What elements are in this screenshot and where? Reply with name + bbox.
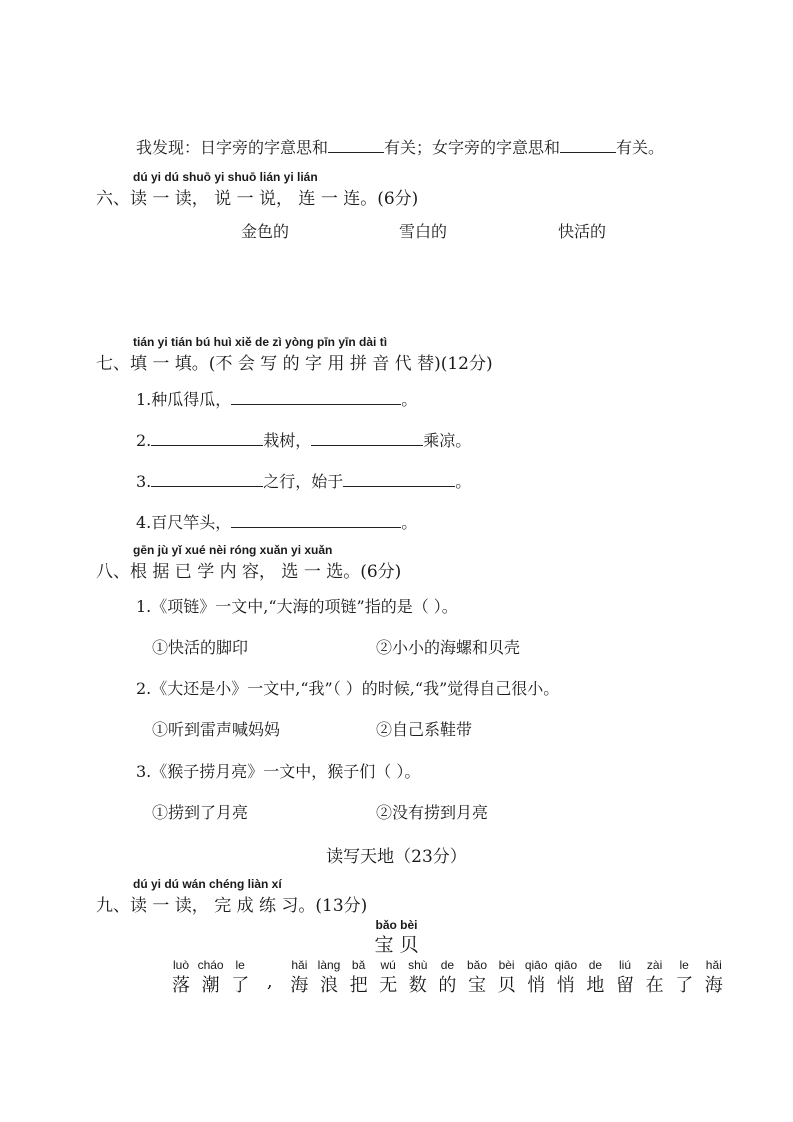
- story-pinyin: luò: [172, 958, 189, 972]
- story-pinyin: de: [440, 958, 455, 972]
- sec7-item-1-blank[interactable]: [231, 390, 401, 405]
- sec8-q3-opt-1[interactable]: ①捞到了月亮: [152, 803, 249, 822]
- discover-text-2: 有关；女字旁的字意思和: [384, 138, 561, 157]
- story-pinyin: liú: [618, 958, 631, 972]
- sec8-q1-opt-2[interactable]: ②小小的海螺和贝壳: [376, 638, 521, 657]
- story-pinyin: hǎi: [291, 958, 308, 972]
- story-char: 了: [675, 975, 694, 996]
- story-char: 在: [645, 975, 664, 996]
- story-pinyin: shù: [408, 958, 428, 972]
- story-char: 地: [586, 975, 605, 996]
- sec7-item-2-num: 2.: [136, 431, 152, 450]
- story-pinyin: le: [679, 958, 689, 972]
- story-pinyin: wú: [380, 958, 396, 972]
- sec7-item-2-blank-2[interactable]: [311, 431, 423, 446]
- sec6-title: 六、读 一 读， 说 一 说， 连 一 连。(6分): [96, 189, 419, 209]
- story-pinyin: hǎi: [705, 958, 722, 972]
- sec7-item-1: [136, 387, 417, 410]
- discover-text-3: 有关。: [616, 138, 665, 157]
- sec8-q2: 2.《大还是小》一文中,“我”（ ）的时候,“我”觉得自己很小。: [136, 679, 560, 698]
- story-char: 贝: [497, 975, 516, 996]
- story-pinyin: zài: [646, 958, 663, 972]
- sec7-item-3-end: 。: [455, 472, 472, 491]
- sec7-item-3-blank-1[interactable]: [151, 472, 263, 487]
- sec9-title: 九、读 一 读， 完 成 练 习。(13分): [96, 896, 368, 916]
- story-pinyin: de: [588, 958, 603, 972]
- story-char: 的: [438, 975, 457, 996]
- story-char: 宝: [468, 975, 486, 996]
- sec6-word-2: 雪白的: [399, 222, 448, 241]
- sec7-item-4-end: 。: [401, 513, 418, 532]
- story-char: 悄: [527, 975, 546, 996]
- sec6-word-3: 快活的: [558, 222, 607, 241]
- sec7-item-3-blank-2[interactable]: [343, 472, 455, 487]
- story-pinyin: qiāo: [524, 958, 548, 972]
- sec7-item-3-mid: 之行，始于: [263, 472, 344, 491]
- story-char: 悄: [556, 975, 575, 996]
- sec8-q3-opt-2[interactable]: ②没有捞到月亮: [376, 803, 489, 822]
- discover-blank-1[interactable]: [328, 138, 384, 153]
- sec8-q3: 3.《猴子捞月亮》一文中，猴子们（ ）。: [136, 762, 421, 781]
- story-char: 了: [231, 975, 250, 996]
- discover-line: [136, 135, 664, 158]
- sec8-q2-opt-1[interactable]: ①听到雷声喊妈妈: [152, 720, 281, 739]
- story-title: 宝 贝: [374, 934, 419, 956]
- story-char: 把: [349, 975, 368, 996]
- story-pinyin: le: [235, 958, 245, 972]
- sec7-item-3: [136, 469, 471, 492]
- story-char: 无: [379, 975, 398, 996]
- sec7-item-2-end: 乘凉。: [423, 431, 472, 450]
- story-pinyin: qiāo: [554, 958, 578, 972]
- sec7-item-2-blank-1[interactable]: [151, 431, 263, 446]
- discover-blank-2[interactable]: [560, 138, 616, 153]
- sec8-pinyin: gēn jù yǐ xué nèi róng xuǎn yi xuǎn: [133, 543, 333, 557]
- sec9-pinyin: dú yi dú wán chéng liàn xí: [133, 877, 282, 891]
- sec7-title: 七、填 一 填。(不 会 写 的 字 用 拼 音 代 替)(12分): [96, 354, 493, 374]
- sec6-word-1: 金色的: [241, 222, 290, 241]
- sec7-item-2-mid: 栽树，: [263, 431, 312, 450]
- sec7-item-4: [136, 510, 417, 533]
- sec7-item-1-text: 1.种瓜得瓜，: [136, 390, 232, 409]
- discover-text-1: 我发现：日字旁的字意思和: [136, 138, 329, 157]
- sec8-title: 八、根 据 已 学 内 容， 选 一 选。(6分): [96, 562, 402, 582]
- story-char: 潮: [201, 975, 220, 996]
- sec8-q1: 1.《项链》一文中,“大海的项链”指的是（ ）。: [136, 597, 458, 616]
- story-pinyin: làng: [317, 958, 341, 972]
- story-char: 浪: [320, 975, 338, 996]
- story-pinyin: cháo: [197, 958, 224, 972]
- sec6-pinyin: dú yi dú shuō yi shuō lián yi lián: [133, 170, 318, 184]
- sec7-item-3-num: 3.: [136, 472, 152, 491]
- reading-header: 读写天地（23分）: [326, 847, 467, 867]
- story-pinyin: bèi: [498, 958, 515, 972]
- story-pinyin: bǎo: [466, 958, 488, 972]
- story-char: 海: [290, 975, 309, 996]
- story-title-pinyin: bǎo bèi: [375, 918, 418, 932]
- sec8-q1-opt-1[interactable]: ①快活的脚印: [152, 638, 249, 657]
- story-char: ,: [266, 971, 273, 992]
- story-pinyin: bǎ: [351, 958, 366, 972]
- sec7-item-4-text: 4.百尺竿头，: [136, 513, 232, 532]
- story-char: 海: [704, 975, 723, 996]
- story-char: 留: [616, 975, 634, 996]
- sec7-item-2: [136, 428, 471, 451]
- sec7-item-4-blank[interactable]: [231, 513, 401, 528]
- sec8-q2-opt-2[interactable]: ②自己系鞋带: [376, 720, 473, 739]
- story-char: 数: [408, 975, 427, 996]
- sec7-pinyin: tián yi tián bú huì xiě de zì yòng pīn yīn dài tì: [133, 335, 388, 349]
- sec7-item-1-end: 。: [401, 390, 418, 409]
- story-char: 落: [172, 975, 190, 996]
